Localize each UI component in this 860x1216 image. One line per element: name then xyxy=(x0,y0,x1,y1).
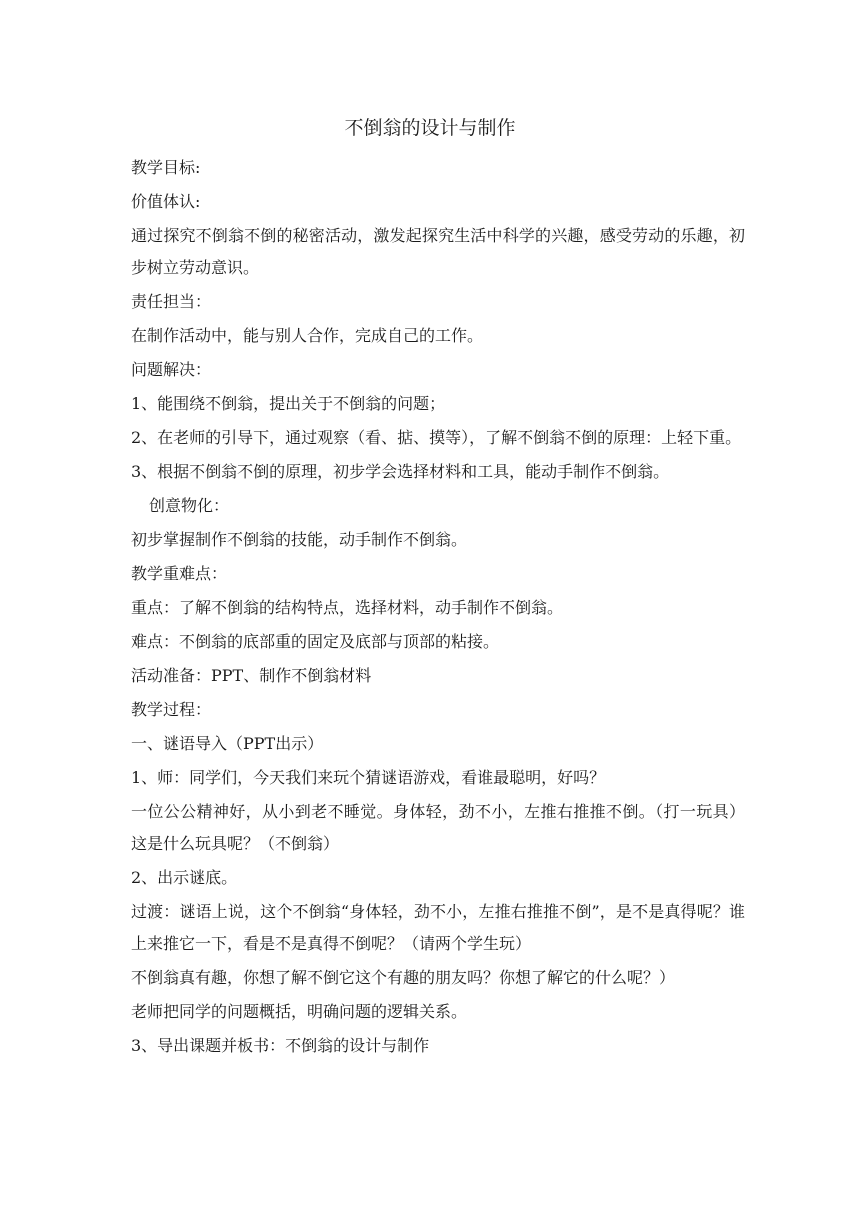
list-item: 1、能围绕不倒翁，提出关于不倒翁的问题； xyxy=(131,394,446,413)
paragraph: 活动准备：PPT、制作不倒翁材料 xyxy=(131,666,372,685)
paragraph: 不倒翁真有趣，你想了解不倒它这个有趣的朋友吗？你想了解它的什么呢？） xyxy=(131,968,676,987)
heading-problem-solving: 问题解决： xyxy=(131,360,212,379)
heading-value-recognition: 价值体认: xyxy=(131,192,201,211)
paragraph: 过渡：谜语上说，这个不倒翁“身体轻，劲不小，左推右推推不倒”，是不是真得呢？谁上来推它一下，看是不是真得不倒呢？（请两个学生玩） xyxy=(131,902,745,953)
document-body xyxy=(131,151,745,1063)
paragraph: 重点：了解不倒翁的结构特点，选择材料，动手制作不倒翁。 xyxy=(131,598,564,617)
paragraph: 老师把同学的问题概括，明确问题的逻辑关系。 xyxy=(131,1002,468,1021)
section-heading: 一、谜语导入（PPT出示） xyxy=(131,734,324,753)
heading-responsibility: 责任担当： xyxy=(131,292,212,311)
list-item: 2、出示谜底。 xyxy=(131,868,238,887)
list-item: 1、师：同学们，今天我们来玩个猜谜语游戏，看谁最聪明，好吗？ xyxy=(131,768,606,787)
paragraph: 难点：不倒翁的底部重的固定及底部与顶部的粘接。 xyxy=(131,632,500,651)
list-item: 2、在老师的引导下，通过观察（看、掂、摸等），了解不倒翁不倒的原理：上轻下重。 xyxy=(131,428,742,447)
list-item: 3、导出课题并板书：不倒翁的设计与制作 xyxy=(131,1036,430,1055)
paragraph: 通过探究不倒翁不倒的秘密活动，激发起探究生活中科学的兴趣，感受劳动的乐趣，初步树立劳动意识。 xyxy=(131,226,745,277)
heading-teaching-process: 教学过程： xyxy=(131,700,212,719)
paragraph: 一位公公精神好，从小到老不睡觉。身体轻，劲不小，左推右推推不倒。（打一玩具）这是什么玩具呢？（不倒翁） xyxy=(131,802,745,853)
heading-creative-materialization: 创意物化： xyxy=(149,496,230,515)
heading-teaching-goals: 教学目标: xyxy=(131,158,201,177)
heading-key-difficult-points: 教学重难点： xyxy=(131,564,228,583)
paragraph: 在制作活动中，能与别人合作，完成自己的工作。 xyxy=(131,326,484,345)
paragraph: 初步掌握制作不倒翁的技能，动手制作不倒翁。 xyxy=(131,530,468,549)
document-title: 不倒翁的设计与制作 xyxy=(344,117,516,139)
list-item: 3、根据不倒翁不倒的原理，初步学会选择材料和工具，能动手制作不倒翁。 xyxy=(131,462,670,481)
